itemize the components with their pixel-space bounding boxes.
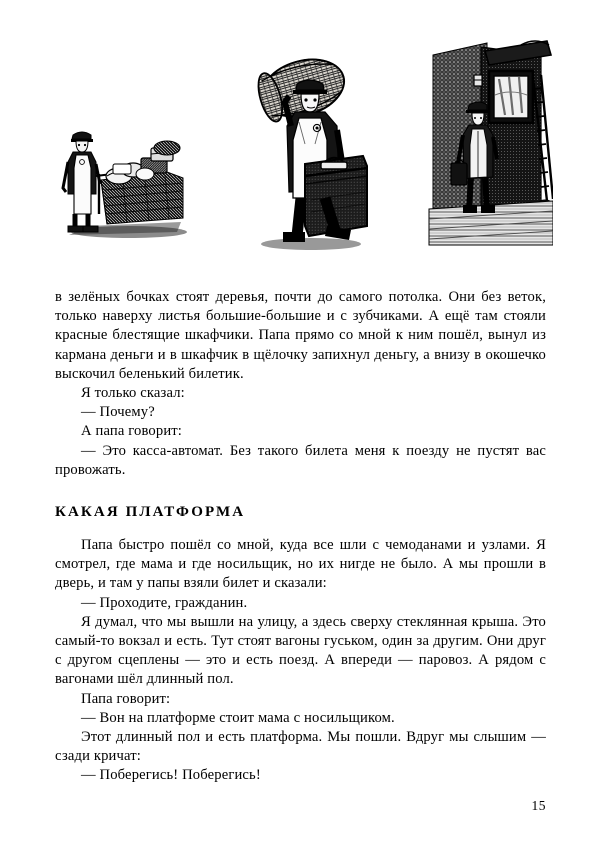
page-number: 15 — [531, 798, 546, 813]
page-text-body — [55, 288, 546, 786]
dialogue-come-through-citizen: — Проходите, гражданин. — [81, 594, 248, 611]
illustration-porter-with-luggage-cart — [55, 118, 190, 243]
dialogue-ticket-machine: — Это касса-автомат. Без такого билета меня к поезду не пустят вас провожать. — [55, 442, 546, 478]
dialogue-mama-on-platform: — Вон на платформе стоит мама с носильщиком. — [81, 709, 395, 726]
paragraph-continued: в зелёных бочках стоят деревья, почти до самого потолка. Они без веток, только наверху листья большие-большие и с зубчиками. А ещё там стояли красные блестящие шкафчики. Папа прямо со мной к ним пошёл, вынул из кармана деньги и в шкафчик в щёлочку запихнул деньгу, а внизу в окошечко выскочил беленький билетик. — [55, 289, 546, 382]
paragraph-long-floor-is-platform: Этот длинный пол и есть платформа. Мы пошли. Вдруг мы слышим — сзади кричат: — [55, 729, 546, 765]
paragraph-papa-says-again: Папа говорит: — [81, 690, 171, 707]
dialogue-why: — Почему? — [81, 404, 155, 421]
illustration-band — [0, 0, 600, 262]
illustration-boy-at-station-doorway — [425, 33, 553, 248]
dialogue-look-out: — Поберегись! Поберегись! — [81, 767, 261, 784]
paragraph-glass-roof-station: Я думал, что мы вышли на улицу, а здесь сверху стеклянная крыша. Это самый-то вокзал и есть. Тут стоят вагоны гуськом, один за другим. Они друг с другом сцеплены — это и есть поезд. А впереди — паровоз. А рядом с вагонами шёл длинный пол. — [55, 613, 546, 688]
paragraph-papa-says: А папа говорит: — [81, 423, 183, 440]
paragraph-i-only-said: Я только сказал: — [81, 385, 185, 402]
section-heading: КАКАЯ ПЛАТФОРМА — [55, 504, 246, 521]
section-body — [55, 522, 546, 786]
illustration-porter-carrying-basket-and-suitcase — [245, 40, 370, 252]
paragraph-walking-with-papa: Папа быстро пошёл со мной, куда все шли с чемоданами и узлами. Я смотрел, где мама и где носильщик, но их нигде не было. А мы прошли в дверь, и там у папы взяли билет и сказали: — [55, 537, 546, 592]
